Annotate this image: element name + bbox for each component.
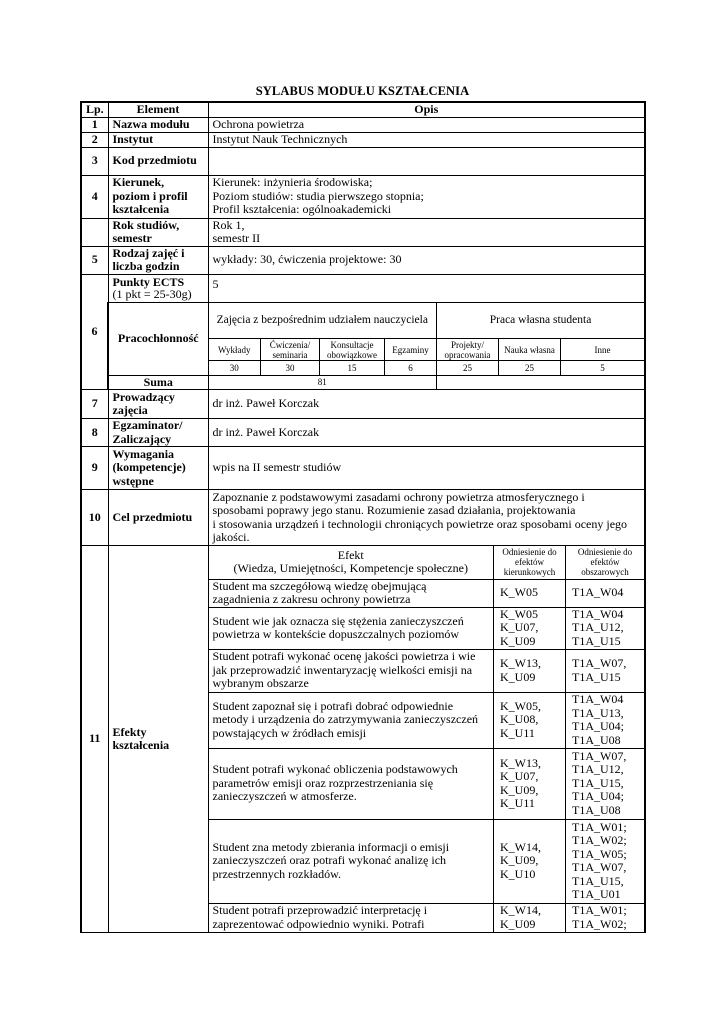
row-sum <box>81 375 645 390</box>
row-year-semester <box>81 218 645 246</box>
row-course-goal <box>81 490 645 546</box>
sum-value: 81 <box>209 376 437 389</box>
row-number: 6 <box>81 274 108 390</box>
header-opis: Opis <box>208 102 645 117</box>
row-class-type-hours <box>81 246 645 274</box>
row-value <box>208 147 645 175</box>
row-label: Suma <box>108 375 208 390</box>
sum-empty <box>437 376 645 389</box>
outcome-obsz: T1A_W07, T1A_U12, T1A_U15, T1A_U04; T1A_U08 <box>566 748 645 819</box>
row-label: Kod przedmiotu <box>108 147 208 175</box>
row-label: Wymagania (kompetencje) wstępne <box>108 447 208 490</box>
row-institute <box>81 132 645 147</box>
outcome-header-kier: Odniesienie do efektów kierunkowych <box>494 546 566 579</box>
workload-col-header: Egzaminy <box>385 339 437 361</box>
row-label: Prowadzący zajęcia <box>108 390 208 419</box>
outcome-row <box>209 692 645 748</box>
outcome-text: Student potrafi wykonać obliczenia podstawowych parametrów emisji oraz rozprzestrzeniania się zanieczyszczeń w atmosferze. <box>209 748 494 819</box>
row-label: Egzaminator/ Zaliczający <box>108 419 208 447</box>
row-number: 5 <box>81 246 108 274</box>
row-value: Ochrona powietrza <box>208 117 645 132</box>
header-element: Element <box>108 102 208 117</box>
outcome-header-effect: Efekt (Wiedza, Umiejętności, Kompetencje społeczne) <box>209 546 494 579</box>
outcome-kier: K_W05 <box>494 579 566 607</box>
outcome-kier: K_W14, K_U09 <box>494 903 566 932</box>
page-title: SYLABUS MODUŁU KSZTAŁCENIA <box>255 84 470 98</box>
workload-hours: 5 <box>561 361 644 375</box>
outcome-text: Student ma szczegółową wiedzę obejmującą zagadnienia z zakresu ochrony powietrza <box>209 579 494 607</box>
row-label: Kierunek, poziom i profil kształcenia <box>108 175 208 218</box>
workload-table <box>209 303 645 375</box>
outcome-row <box>209 819 645 903</box>
row-label: Punkty ECTS (1 pkt = 25-30g) <box>108 274 208 302</box>
outcome-row <box>209 748 645 819</box>
sum-cell <box>208 375 645 390</box>
outcome-row <box>209 903 645 932</box>
outcome-text: Student wie jak oznacza się stężenia zanieczyszczeń powietrza w kontekście dopuszczalnych poziomów <box>209 607 494 649</box>
outcomes-table <box>209 546 645 932</box>
outcome-row <box>209 649 645 692</box>
row-workload <box>81 302 645 375</box>
row-label: Instytut <box>108 132 208 147</box>
row-value: Kierunek: inżynieria środowiska; Poziom studiów: studia pierwszego stopnia; Profil kształcenia: ogólnoakademicki <box>208 175 645 218</box>
outcome-kier: K_W14, K_U09, K_U10 <box>494 819 566 903</box>
workload-hours: 25 <box>499 361 561 375</box>
row-number <box>81 218 108 246</box>
sum-table <box>209 376 645 389</box>
row-number: 2 <box>81 132 108 147</box>
workload-col-header: Inne <box>561 339 644 361</box>
workload-col-header: Wykłady <box>209 339 261 361</box>
outcome-obsz: T1A_W04 T1A_U12, T1A_U15 <box>566 607 645 649</box>
row-value: wpis na II semestr studiów <box>208 447 645 490</box>
workload-hours: 6 <box>385 361 437 375</box>
row-label: Pracochłonność <box>108 302 208 375</box>
row-label: Rodzaj zajęć i liczba godzin <box>108 246 208 274</box>
outcome-obsz: T1A_W04 T1A_U13, T1A_U04; T1A_U08 <box>566 692 645 748</box>
row-label: Rok studiów, semestr <box>108 218 208 246</box>
row-lecturer <box>81 390 645 419</box>
workload-col-header: Konsultacje obowiązkowe <box>320 339 385 361</box>
workload-group-own: Praca własna studenta <box>437 303 644 339</box>
row-module-name <box>81 117 645 132</box>
header-lp: Lp. <box>81 102 108 117</box>
workload-hours: 30 <box>261 361 320 375</box>
outcome-obsz: T1A_W01; T1A_W02; T1A_W05; T1A_W07, T1A_U15, T1A_U01 <box>566 819 645 903</box>
row-value: wykłady: 30, ćwiczenia projektowe: 30 <box>208 246 645 274</box>
workload-group-contact: Zajęcia z bezpośrednim udziałem nauczyciela <box>209 303 437 339</box>
row-value: Zapoznanie z podstawowymi zasadami ochrony powietrza atmosferycznego i sposobami poprawy jego stanu. Rozumienie zasad działania, projektowania i stosowania urządzeń i technologii chroniących powietrze oraz sposobami oceny jego jakości. <box>208 490 645 546</box>
row-field-of-study <box>81 175 645 218</box>
row-value: Rok 1, semestr II <box>208 218 645 246</box>
row-number: 4 <box>81 175 108 218</box>
outcome-obsz: T1A_W04 <box>566 579 645 607</box>
outcome-kier: K_W05, K_U08, K_U11 <box>494 692 566 748</box>
outcome-row <box>209 607 645 649</box>
row-value: dr inż. Paweł Korczak <box>208 390 645 419</box>
row-number: 8 <box>81 419 108 447</box>
row-ects <box>81 274 645 302</box>
row-label: Cel przedmiotu <box>108 490 208 546</box>
row-label: Efekty kształcenia <box>108 546 208 933</box>
outcomes-table-cell <box>208 546 645 933</box>
outcome-row <box>209 579 645 607</box>
workload-hours: 25 <box>437 361 499 375</box>
syllabus-table <box>80 101 646 933</box>
workload-col-header: Nauka własna <box>499 339 561 361</box>
workload-table-cell <box>208 302 645 375</box>
row-number: 3 <box>81 147 108 175</box>
outcome-text: Student potrafi przeprowadzić interpretację i zaprezentować odpowiednio wyniki. Potrafi <box>209 903 494 932</box>
ects-value: 5 <box>208 274 645 302</box>
outcome-text: Student zapoznał się i potrafi dobrać odpowiednie metody i urządzenia do zatrzymywania zanieczyszczeń powstających w źródłach emisji <box>209 692 494 748</box>
row-course-code <box>81 147 645 175</box>
row-number: 9 <box>81 447 108 490</box>
outcome-obsz: T1A_W01; T1A_W02; <box>566 903 645 932</box>
outcome-text: Student zna metody zbierania informacji o emisji zanieczyszczeń oraz potrafi wykonać analizę ich przestrzennych rozkładów. <box>209 819 494 903</box>
row-number: 7 <box>81 390 108 419</box>
row-number: 10 <box>81 490 108 546</box>
workload-hours: 15 <box>320 361 385 375</box>
workload-col-header: Ćwiczenia/ seminaria <box>261 339 320 361</box>
row-value: dr inż. Paweł Korczak <box>208 419 645 447</box>
row-number: 1 <box>81 117 108 132</box>
outcome-header-obsz: Odniesienie do efektów obszarowych <box>566 546 645 579</box>
row-label: Nazwa modułu <box>108 117 208 132</box>
workload-col-header: Projekty/ opracowania <box>437 339 499 361</box>
outcome-kier: K_W13, K_U07, K_U09, K_U11 <box>494 748 566 819</box>
outcome-obsz: T1A_W07, T1A_U15 <box>566 649 645 692</box>
outcome-kier: K_W13, K_U09 <box>494 649 566 692</box>
outcome-kier: K_W05 K_U07, K_U09 <box>494 607 566 649</box>
row-value: Instytut Nauk Technicznych <box>208 132 645 147</box>
row-number: 11 <box>81 546 108 933</box>
workload-hours: 30 <box>209 361 261 375</box>
row-prerequisites <box>81 447 645 490</box>
row-examiner <box>81 419 645 447</box>
row-learning-outcomes <box>81 546 645 933</box>
outcome-text: Student potrafi wykonać ocenę jakości powietrza i wie jak przeprowadzić inwentaryzację wielkości emisji na wybranym obszarze <box>209 649 494 692</box>
